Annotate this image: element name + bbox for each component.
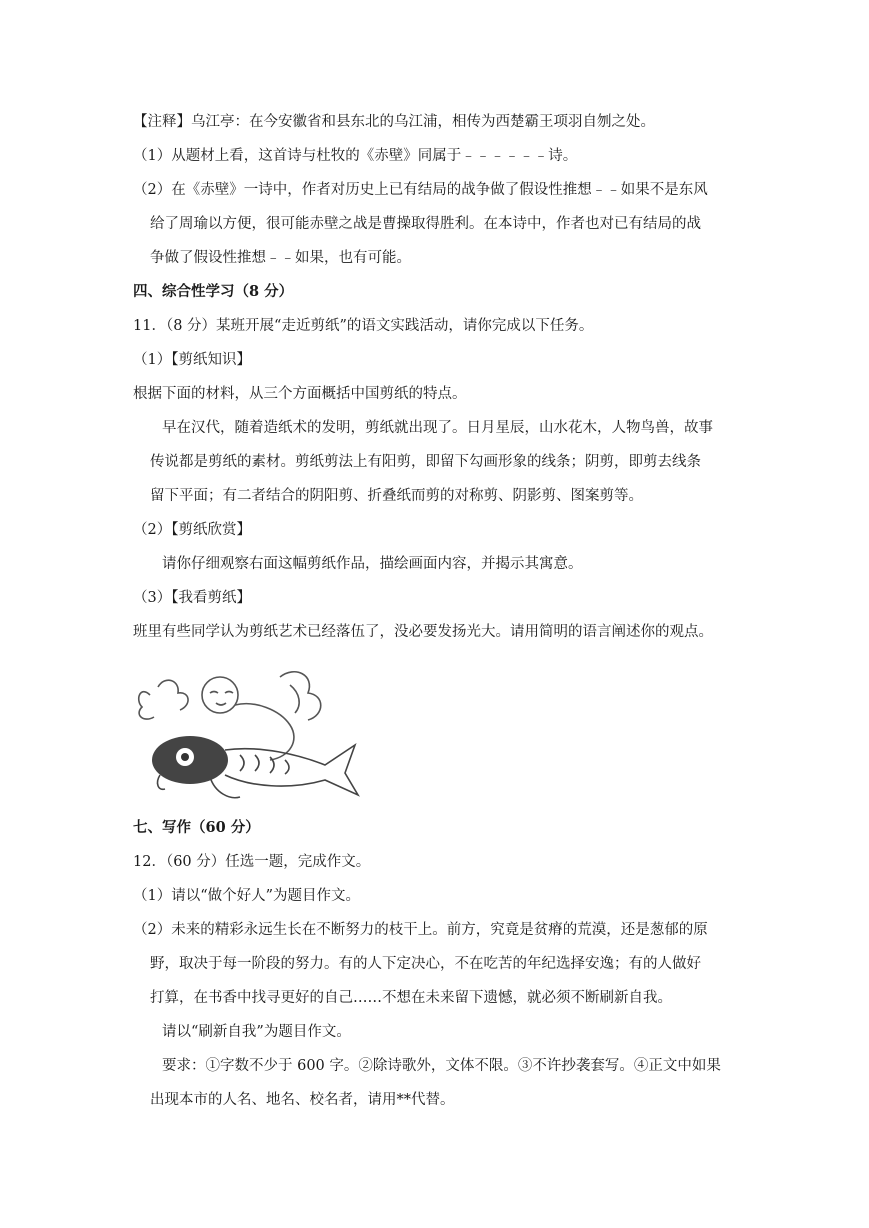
section-7-heading: 七、写作（60 分） [133, 819, 260, 836]
question-2-line-2: 给了周瑜以方便，很可能赤壁之战是曹操取得胜利。在本诗中，作者也对已有结局的战 [150, 216, 701, 232]
fish-body [225, 745, 358, 795]
material-line-3: 留下平面；有二者结合的阴阳剪、折叠纸而剪的对称剪、阴影剪、图案剪等。 [150, 488, 643, 504]
essay-option-2-prompt: 请以“刷新自我”为题目作文。 [162, 1024, 351, 1040]
subtask-1-title: （1）【剪纸知识】 [133, 352, 251, 368]
subtask-1-instruction: 根据下面的材料，从三个方面概括中国剪纸的特点。 [133, 386, 467, 402]
note: 【注释】乌江亭：在今安徽省和县东北的乌江浦，相传为西楚霸王项羽自刎之处。 [133, 114, 655, 130]
question-11: 11．（8 分）某班开展“走近剪纸”的语文实践活动，请你完成以下任务。 [133, 318, 594, 334]
requirements-line-2: 出现本市的人名、地名、校名者，请用**代替。 [150, 1092, 455, 1108]
essay-option-2-line-2: 野，取决于每一阶段的努力。有的人下定决心，不在吃苦的年纪选择安逸；有的人做好 [150, 956, 701, 972]
subtask-2-text: 请你仔细观察右面这幅剪纸作品，描绘画面内容，并揭示其寓意。 [162, 556, 583, 572]
subtask-3-title: （3）【我看剪纸】 [133, 590, 251, 606]
subtask-2-title: （2）【剪纸欣赏】 [133, 522, 251, 538]
lotus-petal [158, 680, 188, 710]
requirements-line-1: 要求：①字数不少于 600 字。②除诗歌外，文体不限。③不许抄袭套写。④正文中如果 [162, 1058, 721, 1074]
essay-option-2-line-1: （2）未来的精彩永远生长在不断努力的枝干上。前方，究竟是贫瘠的荒漠，还是葱郁的原 [133, 922, 708, 938]
paper-cut-image [130, 665, 360, 805]
lotus-leaf-left [139, 692, 154, 719]
lotus-flower-right [280, 672, 321, 720]
child-body [235, 704, 294, 760]
section-4-heading: 四、综合性学习（8 分） [133, 283, 294, 300]
subtask-3-text: 班里有些同学认为剪纸艺术已经落伍了，没必要发扬光大。请用简明的语言阐述你的观点。 [133, 624, 713, 640]
question-2-line-1: （2）在《赤壁》一诗中，作者对历史上已有结局的战争做了假设性推想﹣﹣如果不是东风 [133, 182, 708, 198]
material-line-2: 传说都是剪纸的素材。剪纸剪法上有阳剪，即留下勾画形象的线条；阴剪，即剪去线条 [150, 454, 701, 470]
question-12: 12．（60 分）任选一题，完成作文。 [133, 854, 371, 870]
material-line-1: 早在汉代，随着造纸术的发明，剪纸就出现了。日月星辰，山水花木，人物鸟兽，故事 [162, 420, 713, 436]
question-2-line-3: 争做了假设性推想﹣﹣如果，也有可能。 [150, 250, 411, 266]
essay-option-1: （1）请以“做个好人”为题目作文。 [133, 888, 361, 904]
question-1: （1）从题材上看，这首诗与杜牧的《赤壁》同属于﹣﹣﹣﹣﹣﹣诗。 [133, 148, 578, 164]
essay-option-2-line-3: 打算，在书香中找寻更好的自己……不想在未来留下遗憾，就必须不断刷新自我。 [150, 990, 672, 1006]
child-head [202, 677, 238, 713]
